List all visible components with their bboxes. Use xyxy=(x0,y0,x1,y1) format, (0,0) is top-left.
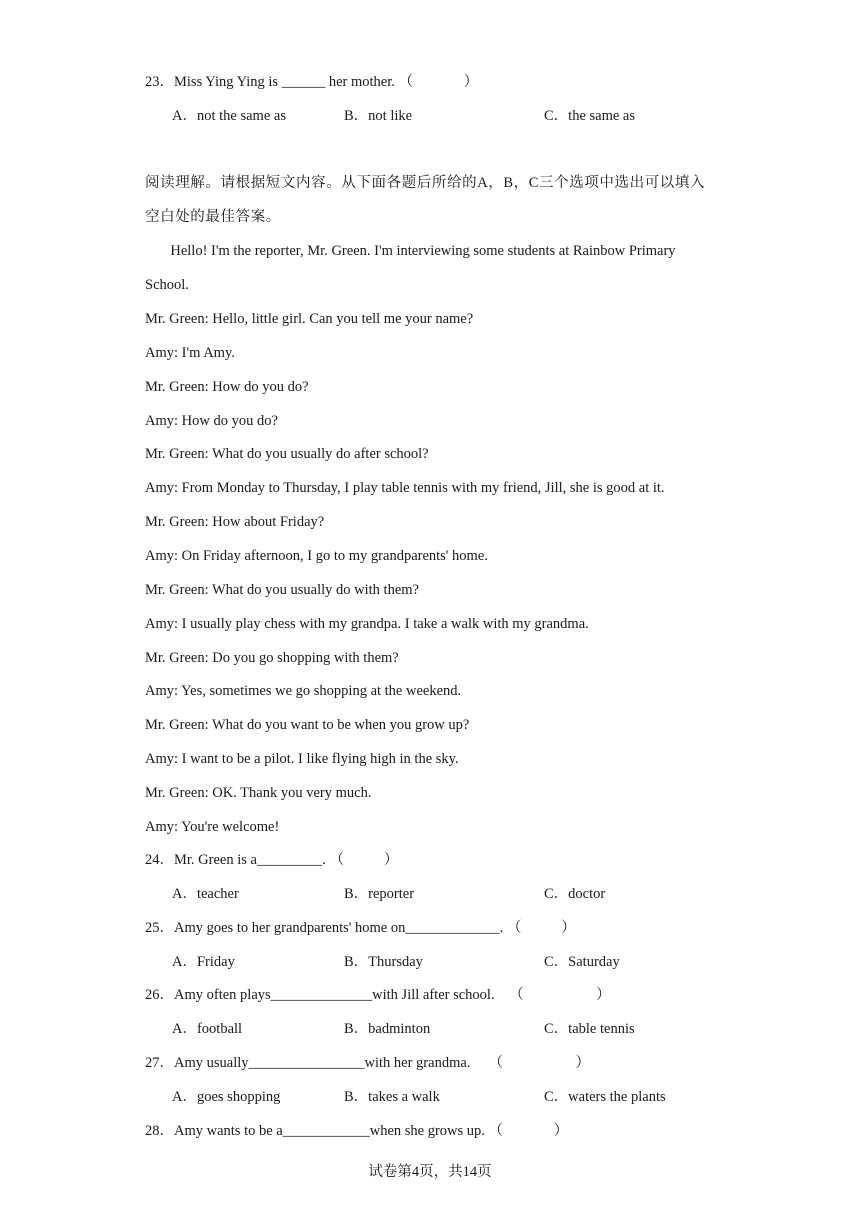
q27-option-a: A．goes shopping xyxy=(172,1089,281,1105)
section-instruction-line1: 阅读理解。请根据短文内容。从下面各题后所给的A，B，C三个选项中选出可以填入 xyxy=(145,175,706,191)
passage-intro-line2: School. xyxy=(145,277,189,293)
dialogue-line: Amy: I'm Amy. xyxy=(145,345,235,361)
passage-intro-line1: Hello! I'm the reporter, Mr. Green. I'm interviewing some students at Rainbow Primary xyxy=(145,243,676,259)
dialogue-line: Mr. Green: Do you go shopping with them? xyxy=(145,650,399,666)
q27-option-b: B．takes a walk xyxy=(344,1089,440,1105)
question-25-stem: 25．Amy goes to her grandparents' home on_____________. （ ） xyxy=(145,920,576,936)
q25-option-a: A．Friday xyxy=(172,954,235,970)
question-28-stem: 28．Amy wants to be a____________when she grows up. （ ） xyxy=(145,1123,569,1139)
dialogue-line: Amy: Yes, sometimes we go shopping at the weekend. xyxy=(145,683,462,699)
dialogue-line: Amy: How do you do? xyxy=(145,413,278,429)
dialogue-line: Mr. Green: How about Friday? xyxy=(145,514,325,530)
question-23-stem: 23．Miss Ying Ying is ______ her mother. （ ） xyxy=(145,74,479,90)
q27-option-c: C．waters the plants xyxy=(544,1089,666,1105)
q25-option-b: B．Thursday xyxy=(344,954,423,970)
q26-option-c: C．table tennis xyxy=(544,1021,635,1037)
dialogue-line: Mr. Green: Hello, little girl. Can you tell me your name? xyxy=(145,311,474,327)
q24-option-c: C．doctor xyxy=(544,886,606,902)
dialogue-line: Mr. Green: OK. Thank you very much. xyxy=(145,785,372,801)
page-footer: 试卷第4页，共14页 xyxy=(368,1164,492,1180)
q23-option-b: B．not like xyxy=(344,108,413,124)
dialogue-line: Mr. Green: What do you usually do with them? xyxy=(145,582,419,598)
dialogue-line: Mr. Green: What do you want to be when you grow up? xyxy=(145,717,470,733)
q24-option-a: A．teacher xyxy=(172,886,239,902)
q24-option-b: B．reporter xyxy=(344,886,415,902)
dialogue-line: Amy: You're welcome! xyxy=(145,819,280,835)
question-27-stem: 27．Amy usually________________with her grandma. （ ） xyxy=(145,1055,591,1071)
q25-option-c: C．Saturday xyxy=(544,954,620,970)
dialogue-line: Amy: I usually play chess with my grandpa. I take a walk with my grandma. xyxy=(145,616,589,632)
section-instruction-line2: 空白处的最佳答案。 xyxy=(145,209,281,225)
dialogue-line: Mr. Green: What do you usually do after school? xyxy=(145,446,429,462)
q26-option-b: B．badminton xyxy=(344,1021,431,1037)
dialogue-line: Amy: On Friday afternoon, I go to my grandparents' home. xyxy=(145,548,488,564)
dialogue-line: Amy: I want to be a pilot. I like flying high in the sky. xyxy=(145,751,459,767)
dialogue-line: Amy: From Monday to Thursday, I play table tennis with my friend, Jill, she is good at it. xyxy=(145,480,665,496)
question-24-stem: 24．Mr. Green is a_________. （ ） xyxy=(145,852,399,868)
question-26-stem: 26．Amy often plays______________with Jill after school. （ ） xyxy=(145,987,611,1003)
q26-option-a: A．football xyxy=(172,1021,243,1037)
q23-option-a: A．not the same as xyxy=(172,108,286,124)
dialogue-line: Mr. Green: How do you do? xyxy=(145,379,309,395)
q23-option-c: C．the same as xyxy=(544,108,636,124)
